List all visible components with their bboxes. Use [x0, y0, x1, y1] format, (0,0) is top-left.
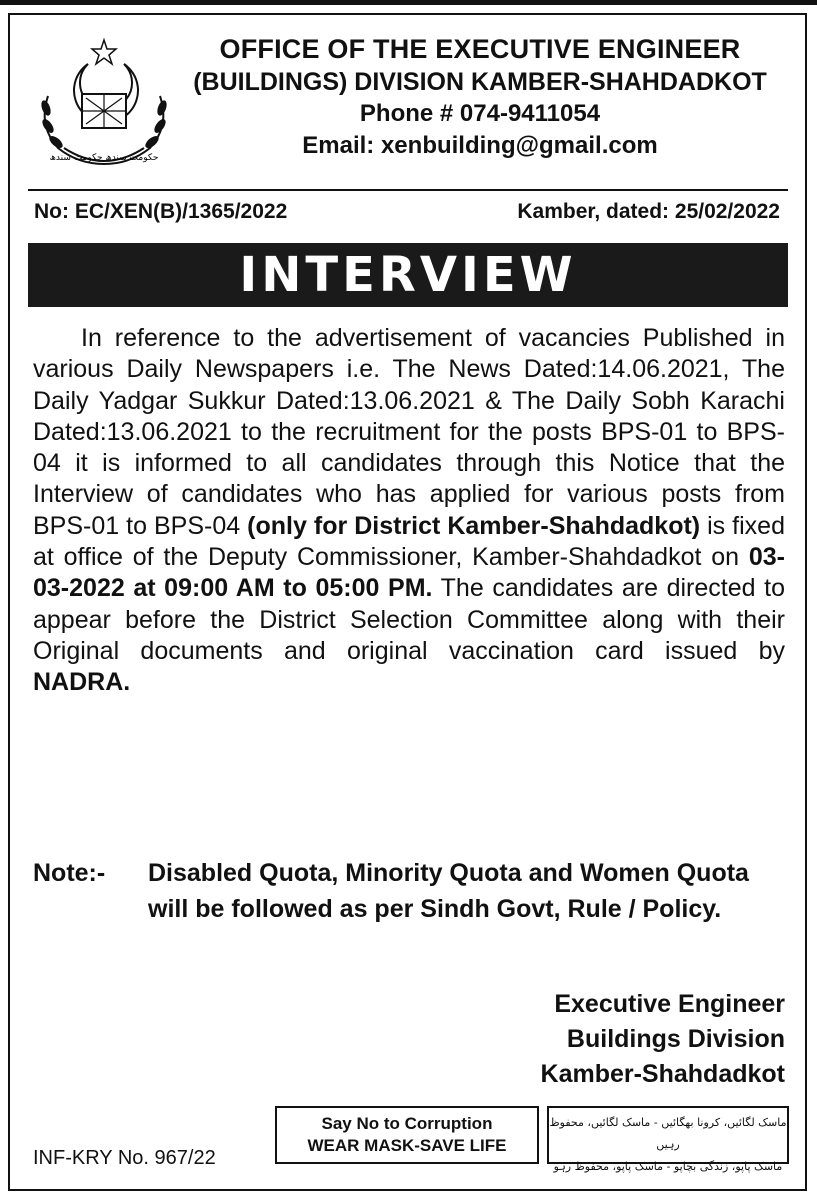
- government-emblem: [28, 36, 168, 176]
- body-bold-1: (only for District Kamber-Shahdadkot): [247, 511, 701, 540]
- office-name: OFFICE OF THE EXECUTIVE ENGINEER: [219, 34, 741, 64]
- body-bold-2: 03-03-2022 at 09:00 AM to 05:00 PM.: [33, 543, 785, 603]
- reference-number: No: EC/XEN(B)/1365/2022: [34, 200, 288, 223]
- urdu-slogan-2: ماسک پاپو، زندگی بچاپو - ماسک پاپو، محفوظ رہو: [553, 1160, 783, 1173]
- notice-body: [33, 323, 785, 699]
- office-header: [180, 33, 780, 162]
- urdu-slogan-box: [547, 1106, 789, 1173]
- slogan-corruption: Say No to Corruption: [321, 1114, 493, 1133]
- interview-banner: INTERVIEW: [28, 243, 788, 307]
- notice-paragraph: [33, 323, 785, 699]
- signature-division: Buildings Division: [566, 1025, 785, 1053]
- body-text-3: The candidates are directed to appear before the District Selection Committee along with their Original documents and original vaccination card issued by: [33, 574, 785, 665]
- slogan-box: [275, 1106, 539, 1164]
- header-divider: [28, 189, 788, 191]
- signature-block: [541, 987, 785, 1092]
- note-section: [33, 855, 785, 927]
- body-text-2: is fixed at office of the Deputy Commissioner, Kamber-Shahdadkot on: [33, 511, 785, 572]
- note-label: Note:-: [33, 859, 106, 887]
- reference-line: [34, 200, 780, 224]
- body-bold-3: NADRA.: [33, 668, 131, 697]
- signature-location: Kamber-Shahdadkot: [540, 1060, 785, 1088]
- office-phone: Phone # 074-9411054: [359, 100, 601, 127]
- svg-text:حکومت سندھ حکومت سندھ: حکومت سندھ حکومت سندھ: [49, 153, 159, 163]
- office-email: Email: xenbuilding@gmail.com: [302, 132, 658, 159]
- slogan-mask: WEAR MASK-SAVE LIFE: [307, 1136, 507, 1155]
- signature-title: Executive Engineer: [554, 990, 785, 1018]
- inf-number: INF-KRY No. 967/22: [33, 1147, 216, 1169]
- division-name: (BUILDINGS) DIVISION KAMBER-SHAHDADKOT: [193, 68, 767, 96]
- note-text: Disabled Quota, Minority Quota and Women Quota will be followed as per Sindh Govt, Rule / Policy.: [148, 859, 749, 923]
- reference-date: Kamber, dated: 25/02/2022: [517, 200, 780, 223]
- top-rule: [0, 0, 817, 5]
- urdu-slogan-1: ماسک لگائیں، کرونا بھگائیں - ماسک لگائیں، محفوظ رہیں: [549, 1116, 787, 1151]
- body-text-1: In reference to the advertisement of vacancies Published in various Daily Newspapers i.e. The News Dated:14.06.2021, The Daily Yadgar Sukkur Dated:13.06.2021 & The Daily Sobh Karachi Dated:13.06.2021 to the recruitment for the posts BPS-01 to BPS-04 it is informed to all candidates through this Notice that the Interview of candidates who has applied for various posts from BPS-01 to BPS-04: [33, 324, 785, 540]
